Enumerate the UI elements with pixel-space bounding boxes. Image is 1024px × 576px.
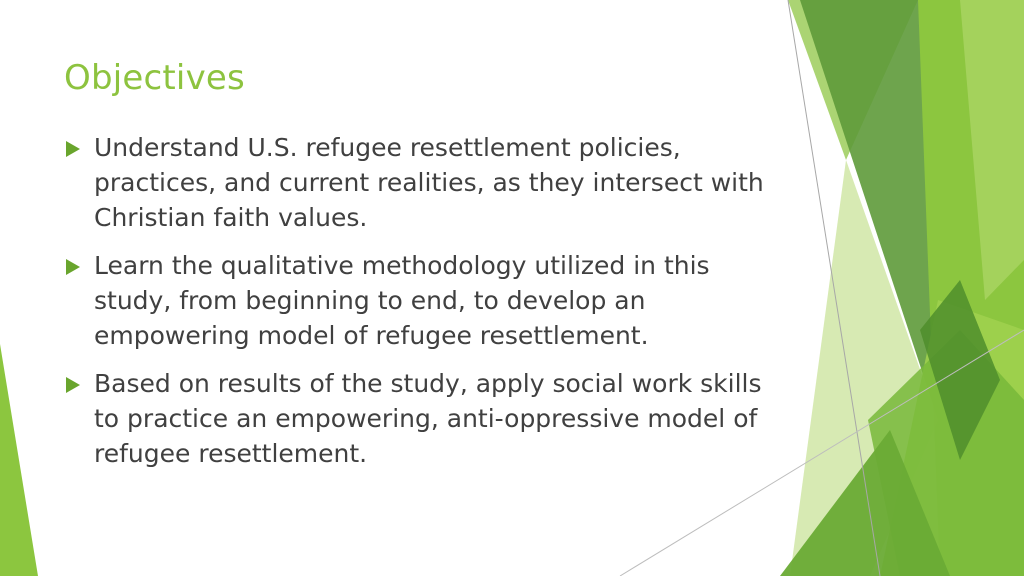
right-triangle-bullet-icon xyxy=(66,141,80,157)
bullet-text: Learn the qualitative methodology utilized in this study, from beginning to end, to develop an empowering model of refugee resettlement. xyxy=(94,251,710,350)
objectives-list xyxy=(64,130,774,484)
bullet-item xyxy=(64,366,774,471)
bullet-item xyxy=(64,248,774,353)
bullet-text: Based on results of the study, apply social work skills to practice an empowering, anti-oppressive model of refugee resettlement. xyxy=(94,369,762,468)
bullet-text: Understand U.S. refugee resettlement policies, practices, and current realities, as they intersect with Christian faith values. xyxy=(94,133,764,232)
slide-title: Objectives xyxy=(64,58,245,98)
left-edge-facet xyxy=(0,344,38,576)
right-triangle-bullet-icon xyxy=(66,377,80,393)
right-triangle-bullet-icon xyxy=(66,259,80,275)
bullet-item xyxy=(64,130,774,235)
